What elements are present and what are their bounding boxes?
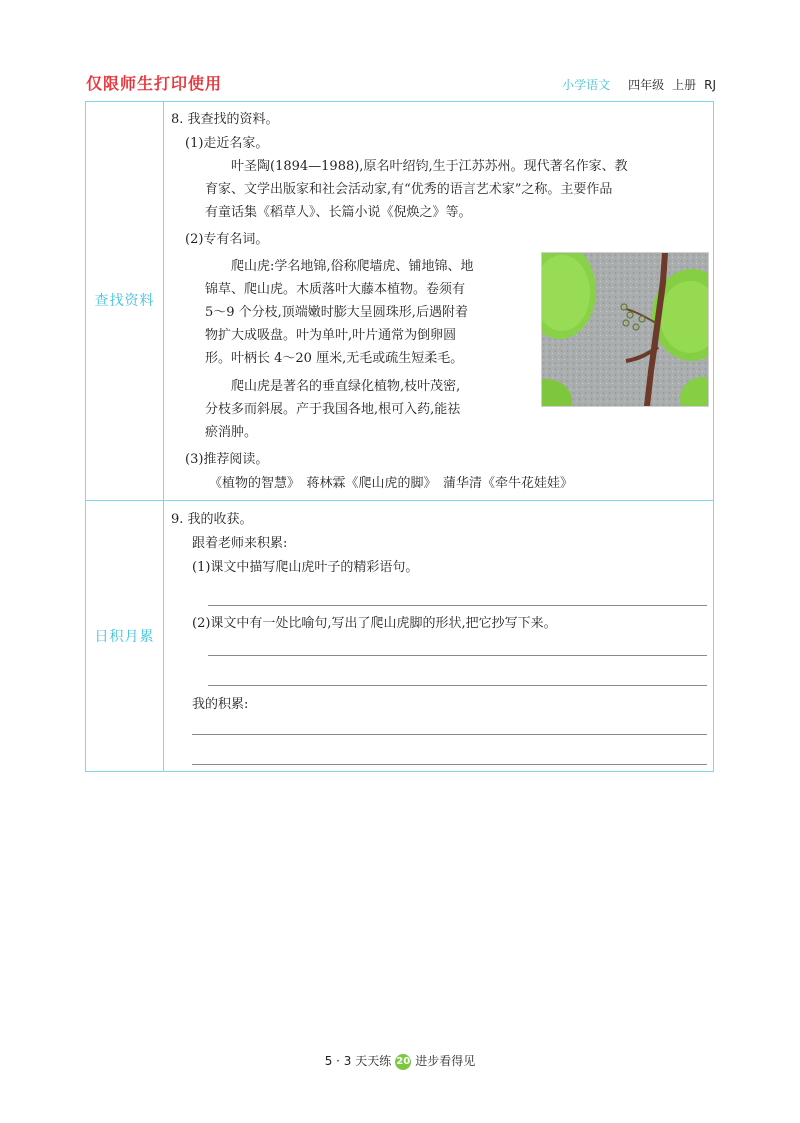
term-line-8: 瘀消肿。: [205, 425, 258, 440]
answer-line[interactable]: [208, 655, 707, 656]
subsection-2-title: (2)专有名词。: [185, 232, 269, 247]
section-label-accumulation: 日积月累: [94, 629, 155, 645]
question-8-title: 8. 我查找的资料。: [171, 112, 279, 127]
subject-label: 小学语文: [562, 78, 611, 92]
row-divider: [86, 500, 713, 501]
subsection-1-title: (1)走近名家。: [185, 136, 269, 151]
term-line-3: 5～9 个分枝,顶端嫩时膨大呈圆珠形,后遇附着: [205, 305, 468, 320]
section-label-research: 查找资料: [94, 293, 155, 309]
term-line-2: 锦草、爬山虎。木质落叶大藤本植物。卷须有: [205, 282, 466, 297]
footer-brand: 5 · 3 天天练: [324, 1054, 392, 1068]
page-number-badge: 20: [395, 1054, 411, 1070]
bio-line-2: 育家、文学出版家和社会活动家,有“优秀的语言艺术家”之称。主要作品: [205, 182, 613, 197]
answer-line[interactable]: [192, 734, 707, 735]
term-line-5: 形。叶柄长 4～20 厘米,无毛或疏生短柔毛。: [205, 351, 464, 366]
bio-line-1: 叶圣陶(1894—1988),原名叶绍钧,生于江苏苏州。现代著名作家、教: [231, 159, 628, 174]
print-notice: 仅限师生打印使用: [86, 74, 223, 93]
term-line-4: 物扩大成吸盘。叶为单叶,叶片通常为倒卵圆: [205, 328, 457, 343]
prompt-2: (2)课文中有一处比喻句,写出了爬山虎脚的形状,把它抄写下来。: [192, 616, 557, 631]
my-accumulation-label: 我的积累:: [192, 697, 249, 712]
term-line-1: 爬山虎:学名地锦,俗称爬墙虎、铺地锦、地: [231, 259, 474, 274]
edition-label: RJ: [704, 78, 716, 92]
worksheet-table: [85, 101, 714, 772]
bio-line-3: 有童话集《稻草人》、长篇小说《倪焕之》等。: [205, 205, 472, 220]
answer-line[interactable]: [208, 685, 707, 686]
column-divider: [163, 102, 164, 771]
accumulate-intro: 跟着老师来积累:: [192, 536, 288, 551]
term-line-6: 爬山虎是著名的垂直绿化植物,枝叶茂密,: [231, 379, 461, 394]
term-label: 上册: [672, 78, 697, 92]
footer-slogan: 进步看得见: [415, 1054, 476, 1068]
boston-ivy-photo: [541, 252, 709, 407]
question-9-title: 9. 我的收获。: [171, 512, 253, 527]
term-line-7: 分枝多而斜展。产于我国各地,根可入药,能祛: [205, 402, 461, 417]
recommended-books: 《植物的智慧》 蒋林霖《爬山虎的脚》 蒲华清《牵牛花娃娃》: [209, 476, 574, 491]
subsection-3-title: (3)推荐阅读。: [185, 452, 269, 467]
course-info: [562, 76, 716, 93]
page-footer: [0, 1052, 800, 1070]
prompt-1: (1)课文中描写爬山虎叶子的精彩语句。: [192, 560, 419, 575]
grade-label: 四年级: [628, 78, 665, 92]
answer-line[interactable]: [208, 605, 707, 606]
answer-line[interactable]: [192, 764, 707, 765]
